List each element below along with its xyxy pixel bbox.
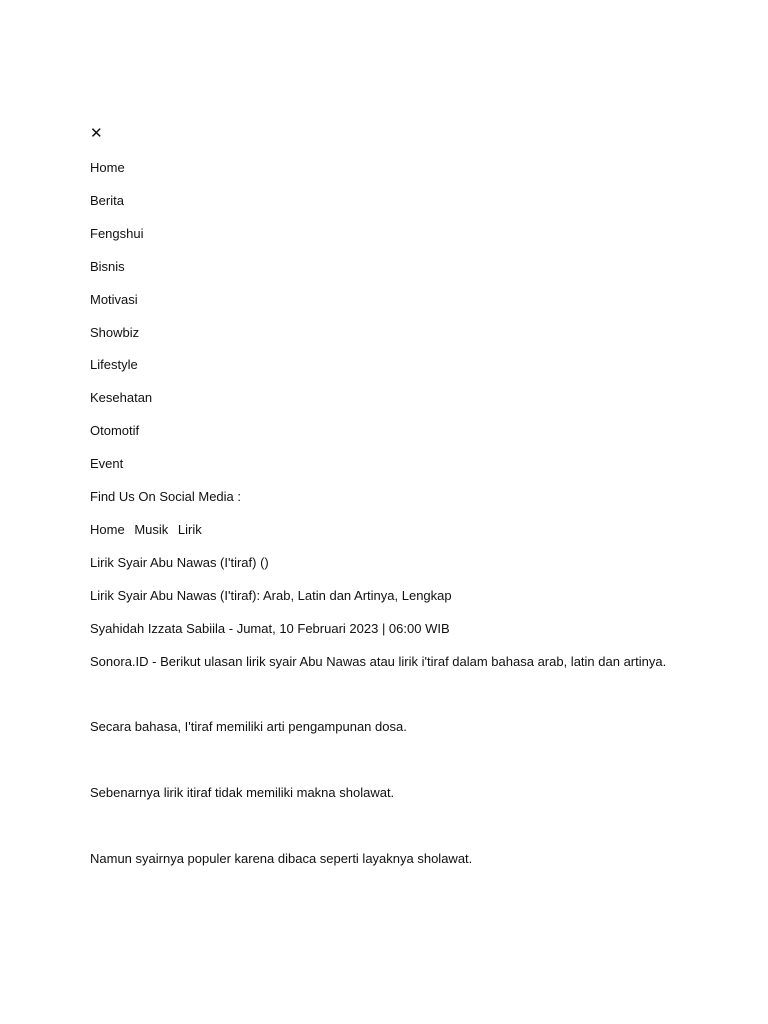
breadcrumb-musik[interactable]: Musik: [134, 522, 169, 537]
article-title: Lirik Syair Abu Nawas (I'tiraf): Arab, Latin dan Artinya, Lengkap: [90, 588, 452, 603]
nav-item-showbiz[interactable]: Showbiz: [90, 325, 140, 340]
article-paragraph: Sebenarnya lirik itiraf tidak memiliki makna sholawat.: [90, 785, 395, 800]
breadcrumb: [90, 522, 208, 538]
close-icon[interactable]: ✕: [90, 125, 103, 142]
breadcrumb-home[interactable]: Home: [90, 522, 125, 537]
nav-item-kesehatan[interactable]: Kesehatan: [90, 390, 153, 405]
article-paragraph: Secara bahasa, I'tiraf memiliki arti pengampunan dosa.: [90, 719, 407, 734]
nav-item-lifestyle[interactable]: Lifestyle: [90, 357, 138, 372]
breadcrumb-lirik[interactable]: Lirik: [177, 522, 202, 537]
nav-item-motivasi[interactable]: Motivasi: [90, 292, 138, 307]
nav-item-home[interactable]: Home: [90, 160, 125, 175]
article-paragraph: Namun syairnya populer karena dibaca seperti layaknya sholawat.: [90, 851, 473, 866]
nav-item-bisnis[interactable]: Bisnis: [90, 259, 125, 274]
article-paragraph: Sonora.ID - Berikut ulasan lirik syair Abu Nawas atau lirik i'tiraf dalam bahasa arab, latin dan artinya.: [90, 654, 667, 669]
article-byline: Syahidah Izzata Sabiila - Jumat, 10 Februari 2023 | 06:00 WIB: [90, 621, 450, 636]
nav-item-fengshui[interactable]: Fengshui: [90, 226, 144, 241]
nav-item-event[interactable]: Event: [90, 456, 124, 471]
nav-item-berita[interactable]: Berita: [90, 193, 124, 208]
social-media-label: Find Us On Social Media :: [90, 489, 242, 504]
nav-item-otomotif[interactable]: Otomotif: [90, 423, 140, 438]
article-short-title: Lirik Syair Abu Nawas (I'tiraf) (): [90, 555, 269, 570]
